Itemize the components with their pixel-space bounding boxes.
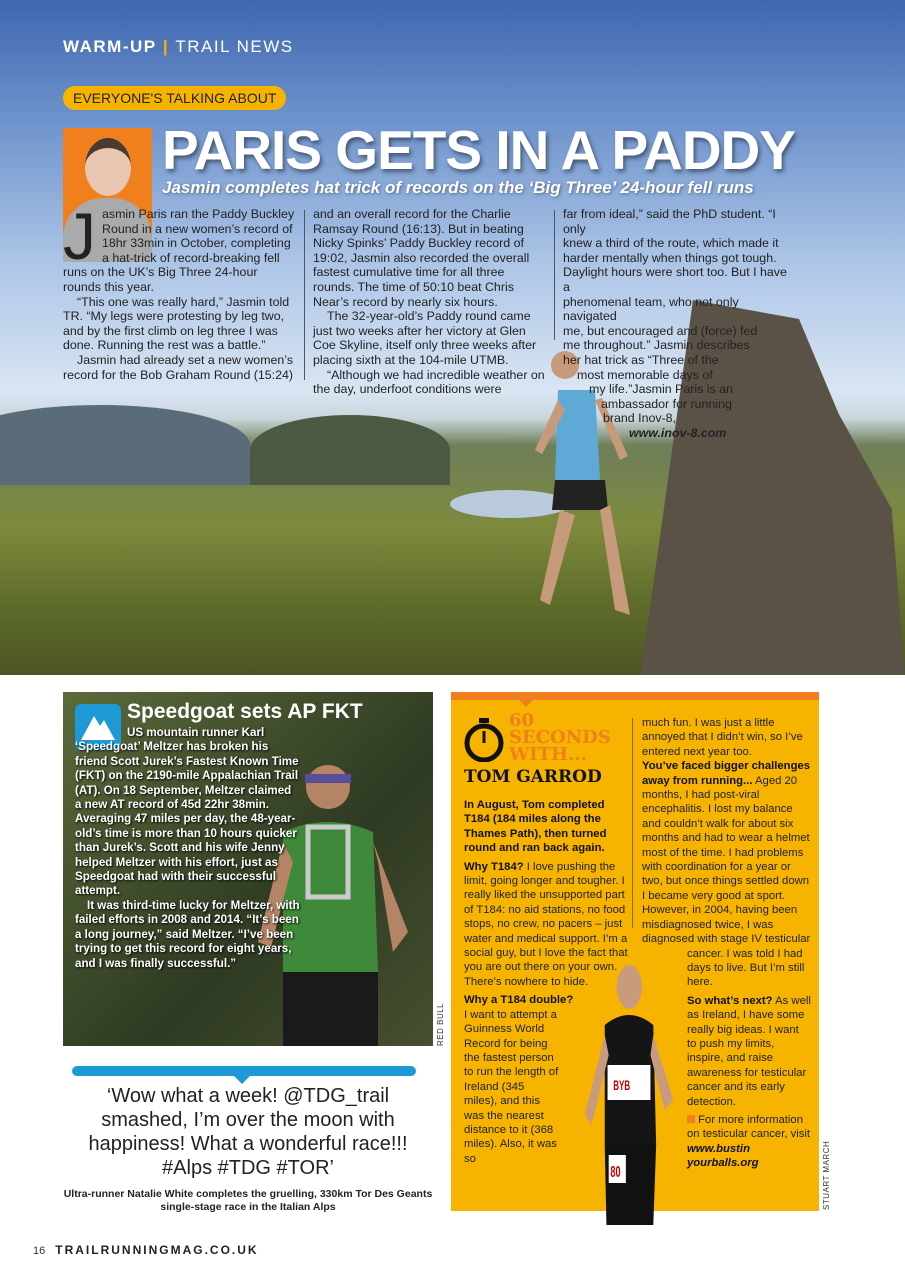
page-number: 16 [33,1245,46,1257]
speedgoat-box [63,692,433,1046]
answer: I love pushing the limit, going longer and tougher. I really liked the unsupported part of T184: no aid stations, no food stops, no crew, no pacers – just water and medical support. I’m a social guy, but I love the fact that you are out there on your own. There’s nowhere to hide. [464,860,628,988]
text-line: US mountain runner Karl [127,726,265,739]
paragraph: asmin Paris ran the Paddy Buckley Round in a new women’s record of 18hr 33min in October, completing a hat-trick of record-breaking fell runs on the UK’s Big Three 24-hour rounds this year. [63,207,295,294]
text-line: me throughout.” Jasmin describes [563,338,750,353]
photo-credit: RED BULL [436,1002,445,1046]
text-line: most memorable days of [577,367,713,382]
intro: In August, Tom completed T184 (184 miles along the Thames Path), then turned round and ran back again. [464,799,607,855]
paragraph: and an overall record for the Charlie Ramsay Round (16:13). But in beating Nicky Spinks’ Paddy Buckley record of 19:02, Jasmin also recorded the overall fastest cumulative time for all three rounds. The time of 50:10 beat Chris Near’s record by nearly six hours. [313,207,530,309]
question: Why a T184 double? [464,994,574,1007]
wrap-spacer [641,952,687,1272]
section-header [63,37,294,57]
column-rule [554,210,555,340]
tag-pill: EVERYONE'S TALKING ABOUT [63,86,286,110]
speedgoat-title: Speedgoat sets AP FKT [127,700,363,723]
column-rule [304,210,305,380]
text-line: harder mentally when things got tough. [563,250,777,265]
divider: | [162,37,170,56]
text-line: phenomenal team, who not only navigated [563,294,739,324]
text-line: Daylight hours were short too. But I have a [563,265,787,294]
article-column-3 [563,207,793,441]
inov8-link[interactable]: www.inov-8.com [629,425,727,440]
race-bib: 80 [610,1162,621,1181]
answer: Aged 20 months, I had post-viral encephalitis. I lost my balance and couldn’t walk for about six months and had to wear a helmet most of the time. I had problems with coordination for a year or two, but once things settled down I became very good at sport. However, in 2004, having been misdiagnosed twice, I was diagnosed with stage IV testicular cancer. I was told I had days to live. But I’m still here. [642,774,811,989]
question: So what’s next? [687,994,773,1007]
article-column-1 [63,199,296,382]
text-line: my life.”Jasmin Paris is an [589,382,733,397]
distant-mountain [0,405,250,485]
paragraph: The 32-year-old’s Paddy round came just two weeks after her victory at Glen Coe Skyline, itself only three weeks after placing sixth at the 104-mile UTMB. [313,309,537,367]
sixty-seconds-box [451,692,819,1211]
text-line: brand Inov-8, [603,411,677,426]
speedgoat-text [75,726,300,971]
answer: I want to attempt a Guinness World Record for being the fastest person to run the length of Ireland (345 miles), and this was the nearest distance to it (368 miles). Also, it was so [464,1008,559,1165]
photo-credit: STUART MARCH [822,1140,831,1210]
more-info: For more information on testicular cancer, visit [687,1113,811,1141]
headline: PARIS GETS IN A PADDY [162,119,795,181]
quote-bar [72,1066,416,1076]
text-line: knew a third of the route, which made it [563,236,779,251]
interviewee-name: TOM GARROD [464,767,602,787]
paragraph: It was third-time lucky for Meltzer, with failed efforts in 2008 and 2014. “It’s been a long journey,” said Meltzer. “I’ve been trying to get this record for eight years, and I was finally successful.” [75,898,300,970]
footer [33,1243,259,1257]
quote-caption: Ultra-runner Natalie White completes the gruelling, 330km Tor Des Geants single-stage race in the Italian Alps [63,1188,433,1213]
question: You’ve faced bigger challenges away from running... [642,760,811,787]
interview-column-2 [641,716,811,1272]
bullet-square [687,1115,695,1123]
text-line: far from ideal,” said the PhD student. “I only [563,207,776,236]
dropcap: J [63,199,96,273]
answer: As well as Ireland, I have some really big ideas. I want to push my limits, inspire, and raise awareness for testicular cancer and its early detection. [687,994,811,1108]
column-rule [632,718,633,928]
mountain [250,415,450,485]
vest-logo: BYB [613,1078,631,1094]
site-name: TRAILRUNNINGMAG.CO.UK [55,1243,259,1257]
stopwatch-icon [463,718,505,762]
subheadline: Jasmin completes hat trick of records on the ‘Big Three’ 24-hour fell runs [162,178,754,197]
answer: much fun. I was just a little annoyed that I didn’t win, so I’ve entered next year too. [642,717,803,758]
paragraph: “This one was really hard,” Jasmin told TR. “My legs were protesting by leg two, and by the first climb on leg three I was done. Running the rest was a battle.” [63,294,290,353]
text-line: her hat trick as “Three of the [563,352,719,367]
interview-column-1 [464,798,631,1170]
question: Why T184? [464,860,524,873]
sixty-seconds-kicker: 60 SECONDS WITH... [509,710,611,765]
article-column-2 [313,207,546,397]
paragraph: “Although we had incredible weather on the day, underfoot conditions were [313,367,545,397]
text-line: ambassador for running [601,396,732,411]
text-line: ‘Speedgoat’ Meltzer has broken his friend Scott Jurek’s Fastest Known Time (FKT) on the 2190-mile Appalachian Trail (AT). On 18 September, Meltzer claimed a new AT record of 45d 22hr 38min. Averaging 47 miles per day, the 48-year-old’s time is more than 10 hours quicker than Jurek’s. Scott and his wife Jenny helped Meltzer with his effort, just as Speedgoat had with their successful attempt. [75,740,299,898]
pull-quote: ‘Wow what a week! @TDG_trail smashed, I’m over the moon with happiness! What a wonderful race!!! #Alps #TDG #TOR’ [88,1085,408,1179]
text-line: me, but encouraged and (force) fed [563,323,758,338]
info-link[interactable]: www.bustin yourballs.org [687,1142,759,1170]
paragraph: Jasmin had already set a new women’s record for the Bob Graham Round (15:24) [63,352,294,382]
subsection-label: TRAIL NEWS [175,37,294,56]
section-label: WARM-UP [63,37,157,56]
